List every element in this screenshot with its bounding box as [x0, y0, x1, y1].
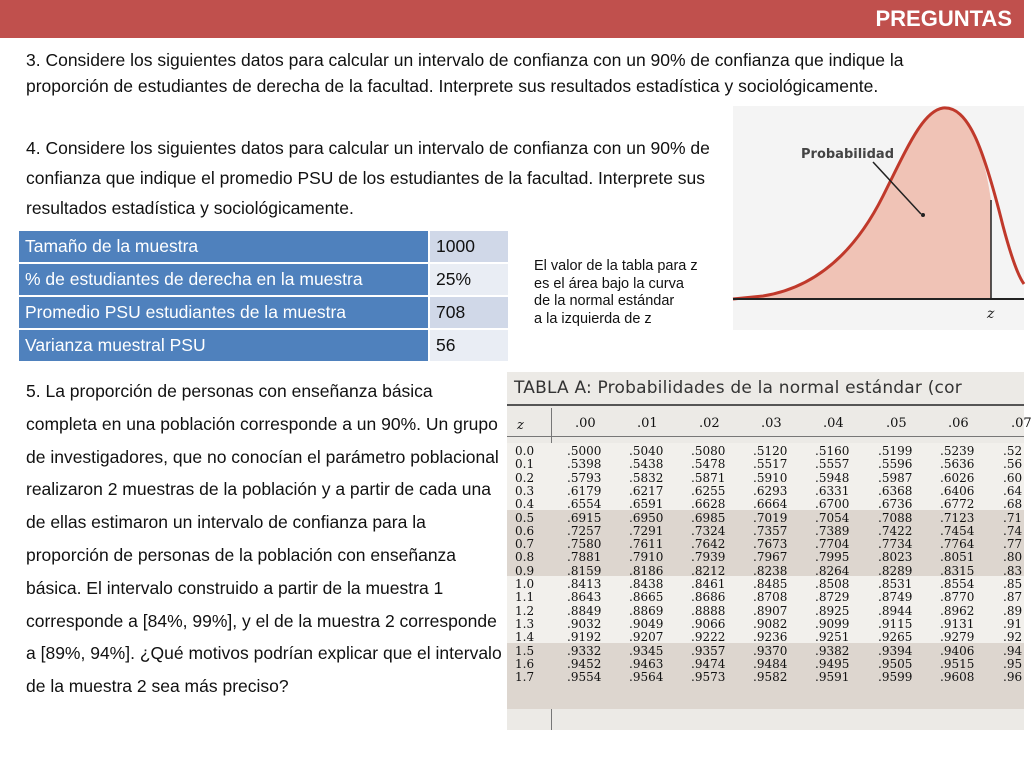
probability-cell: .5239	[940, 444, 975, 458]
probability-cell: .9515	[940, 656, 975, 671]
probability-cell: .8238	[753, 563, 788, 578]
probability-cell: .8907	[753, 603, 788, 618]
probability-cell: .5199	[878, 444, 913, 458]
probability-cell: .5478	[691, 457, 726, 472]
row-label: Promedio PSU estudiantes de la muestra	[18, 296, 429, 329]
column-header: .01	[637, 416, 658, 431]
table-row	[507, 498, 1024, 511]
probability-cell: .5080	[691, 444, 726, 458]
probability-cell: .9207	[629, 630, 664, 645]
probability-cell: .52	[1003, 444, 1023, 458]
probability-cell: .7088	[878, 510, 913, 525]
z-value: 0.6	[515, 523, 535, 538]
title-bar	[0, 0, 1024, 38]
probability-cell: .6368	[878, 483, 913, 498]
probability-cell: .8315	[940, 563, 975, 578]
caption-line: a la izquierda de z	[534, 310, 652, 327]
probability-cell: .8729	[815, 590, 850, 605]
probability-cell: .7389	[815, 523, 850, 538]
probability-cell: .7454	[940, 523, 975, 538]
probability-cell: .7734	[878, 537, 913, 552]
z-value: 1.7	[515, 670, 535, 685]
probability-label: Probabilidad	[801, 147, 895, 162]
probability-cell: .8051	[940, 550, 975, 565]
column-header: .06	[948, 416, 969, 431]
probability-cell: .8554	[940, 577, 975, 591]
z-value: 1.4	[515, 630, 535, 645]
probability-cell: .71	[1003, 510, 1023, 525]
probability-cell: .6217	[629, 483, 664, 498]
probability-cell: .6026	[940, 470, 975, 485]
probability-cell: .8461	[691, 577, 726, 591]
probability-cell: .8962	[940, 603, 975, 618]
probability-cell: .7910	[629, 550, 664, 565]
probability-cell: .8849	[567, 603, 602, 618]
probability-cell: .9394	[878, 643, 913, 658]
probability-cell: .8485	[753, 577, 788, 591]
question-4-text: 4. Considere los siguientes datos para calcular un intervalo de confianza con un 90% de confianza que indique el promedio PSU de los estudiantes de la facultad. Interprete sus resultados estadística y sociológicamente.	[26, 138, 710, 218]
divider	[507, 404, 1024, 406]
table-row	[18, 263, 509, 296]
probability-cell: .8944	[878, 603, 913, 618]
table-row	[507, 658, 1024, 671]
z-axis-label: z	[987, 306, 995, 322]
curve-caption	[534, 258, 734, 328]
probability-cell: .95	[1003, 656, 1023, 671]
normal-table-a	[507, 372, 1032, 730]
probability-cell: .9066	[691, 616, 726, 631]
table-row	[18, 296, 509, 329]
probability-cell: .56	[1003, 457, 1023, 472]
probability-cell: .6950	[629, 510, 664, 525]
table-row	[507, 645, 1024, 658]
probability-cell: .7611	[629, 537, 664, 552]
table-row	[507, 578, 1024, 591]
table-row	[507, 512, 1024, 525]
probability-cell: .9265	[878, 630, 913, 645]
probability-cell: .6915	[567, 510, 602, 525]
probability-cell: .5438	[629, 457, 664, 472]
probability-cell: .5910	[753, 470, 788, 485]
z-value: 0.8	[515, 550, 535, 565]
probability-cell: .7257	[567, 523, 602, 538]
probability-cell: .8888	[691, 603, 726, 618]
probability-cell: .7580	[567, 537, 602, 552]
probability-cell: .8289	[878, 563, 913, 578]
probability-cell: .9099	[815, 616, 850, 631]
probability-cell: .8413	[567, 577, 602, 591]
probability-cell: .6179	[567, 483, 602, 498]
probability-cell: .7019	[753, 510, 788, 525]
row-label: Varianza muestral PSU	[18, 329, 429, 362]
table-row	[507, 631, 1024, 644]
caption-line: El valor de la tabla para z	[534, 258, 698, 274]
probability-cell: .7939	[691, 550, 726, 565]
z-value: 1.3	[515, 616, 535, 631]
probability-cell: .8438	[629, 577, 664, 591]
probability-cell: .9279	[940, 630, 975, 645]
probability-cell: .80	[1003, 550, 1023, 565]
caption-line: de la normal estándar	[534, 293, 675, 309]
probability-cell: .9082	[753, 616, 788, 631]
table-row	[507, 485, 1024, 498]
row-value: 708	[429, 296, 509, 329]
z-value: 1.1	[515, 590, 535, 605]
probability-cell: .9505	[878, 656, 913, 671]
probability-cell: .8508	[815, 577, 850, 591]
probability-cell: .9452	[567, 656, 602, 671]
z-value: 0.2	[515, 470, 535, 485]
probability-cell: .8212	[691, 563, 726, 578]
probability-cell: .91	[1003, 616, 1023, 631]
z-value: 0.3	[515, 483, 535, 498]
table-row	[507, 472, 1024, 485]
probability-cell: .85	[1003, 577, 1023, 591]
probability-cell: .6554	[567, 497, 602, 512]
probability-cell: .7881	[567, 550, 602, 565]
column-header: .05	[886, 416, 907, 431]
probability-cell: .9382	[815, 643, 850, 658]
column-header: .07	[1011, 416, 1032, 431]
probability-cell: .6664	[753, 497, 788, 512]
probability-cell: .9582	[753, 670, 788, 685]
probability-cell: .9474	[691, 656, 726, 671]
probability-cell: .7764	[940, 537, 975, 552]
probability-cell: .5160	[815, 444, 850, 458]
z-value: 0.4	[515, 497, 535, 512]
probability-cell: .5987	[878, 470, 913, 485]
table-row	[18, 329, 509, 362]
probability-cell: .5636	[940, 457, 975, 472]
caption-line: es el área bajo la curva	[534, 275, 684, 292]
table-row	[507, 551, 1024, 564]
probability-cell: .60	[1003, 470, 1023, 485]
probability-cell: .5793	[567, 470, 602, 485]
page-title: PREGUNTAS	[875, 6, 1012, 31]
probability-cell: .9608	[940, 670, 975, 685]
question-5-text: 5. La proporción de personas con enseñanza básica completa en una población corresponde a un 90%. Un grupo de investigadores, que no conocían el parámetro poblacional realizaron 2 muestras de la población y a partir de cada una de ellas estimaron un intervalo de confianza para la proporción de personas de la población con enseñanza básica. El intervalo construido a partir de la muestra 1 corresponde a [84%, 99%], y el de la muestra 2 corresponde a [89%, 94%]. ¿Qué motivos podrían explicar que el intervalo de la muestra 2 sea más preciso?	[26, 381, 502, 697]
probability-cell: .89	[1003, 603, 1023, 618]
probability-cell: .6985	[691, 510, 726, 525]
z-value: 1.0	[515, 577, 535, 591]
divider	[507, 436, 1024, 437]
table-row	[507, 618, 1024, 631]
probability-cell: .9222	[691, 630, 726, 645]
row-value: 56	[429, 329, 509, 362]
table-row	[507, 525, 1024, 538]
z-value: 1.2	[515, 603, 535, 618]
column-header: .03	[761, 416, 782, 431]
probability-cell: .9495	[815, 656, 850, 671]
probability-cell: .9236	[753, 630, 788, 645]
probability-cell: .8023	[878, 550, 913, 565]
probability-cell: .7967	[753, 550, 788, 565]
probability-cell: .8264	[815, 563, 850, 578]
probability-cell: .8925	[815, 603, 850, 618]
probability-cell: .7291	[629, 523, 664, 538]
table-row	[507, 445, 1024, 458]
sample-data-table	[17, 229, 510, 363]
probability-cell: .83	[1003, 563, 1023, 578]
probability-cell: .9049	[629, 616, 664, 631]
z-value: 0.9	[515, 563, 535, 578]
probability-cell: .5832	[629, 470, 664, 485]
probability-cell: .8665	[629, 590, 664, 605]
probability-cell: .7054	[815, 510, 850, 525]
probability-cell: .7704	[815, 537, 850, 552]
probability-cell: .5517	[753, 457, 788, 472]
table-row	[18, 230, 509, 263]
table-a-title: TABLA A: Probabilidades de la normal estándar (cor	[514, 378, 962, 398]
probability-cell: .6700	[815, 497, 850, 512]
probability-cell: .9554	[567, 670, 602, 685]
shaded-area	[733, 108, 991, 299]
z-column-header: z	[517, 418, 524, 433]
table-row	[507, 458, 1024, 471]
z-value: 0.0	[515, 444, 535, 458]
probability-cell: .7123	[940, 510, 975, 525]
probability-cell: .7995	[815, 550, 850, 565]
probability-cell: .7673	[753, 537, 788, 552]
probability-cell: .9591	[815, 670, 850, 685]
probability-cell: .6591	[629, 497, 664, 512]
probability-cell: .9406	[940, 643, 975, 658]
z-value: 1.5	[515, 643, 535, 658]
question-3-text: 3. Considere los siguientes datos para calcular un intervalo de confianza con un 90% de confianza que indique la proporción de estudiantes de derecha de la facultad. Interprete sus resultados estadística y sociológicamente.	[26, 50, 904, 96]
probability-cell: .9332	[567, 643, 602, 658]
probability-cell: .6293	[753, 483, 788, 498]
probability-cell: .5948	[815, 470, 850, 485]
probability-cell: .9357	[691, 643, 726, 658]
probability-cell: .8708	[753, 590, 788, 605]
probability-cell: .94	[1003, 643, 1023, 658]
probability-cell: .9573	[691, 670, 726, 685]
probability-cell: .9251	[815, 630, 850, 645]
probability-cell: .96	[1003, 670, 1023, 685]
probability-cell: .6772	[940, 497, 975, 512]
probability-cell: .9463	[629, 656, 664, 671]
probability-cell: .7642	[691, 537, 726, 552]
column-header: .00	[575, 416, 596, 431]
probability-cell: .6255	[691, 483, 726, 498]
probability-cell: .9115	[878, 616, 913, 631]
probability-cell: .9345	[629, 643, 664, 658]
probability-cell: .5120	[753, 444, 788, 458]
probability-cell: .92	[1003, 630, 1023, 645]
table-row	[507, 565, 1024, 578]
probability-cell: .6736	[878, 497, 913, 512]
probability-cell: .5871	[691, 470, 726, 485]
table-row	[507, 591, 1024, 604]
table-row	[507, 538, 1024, 551]
probability-cell: .64	[1003, 483, 1023, 498]
probability-cell: .6406	[940, 483, 975, 498]
row-label: % de estudiantes de derecha en la muestra	[18, 263, 429, 296]
probability-cell: .5398	[567, 457, 602, 472]
row-value: 1000	[429, 230, 509, 263]
normal-curve-figure	[733, 106, 1024, 330]
row-label: Tamaño de la muestra	[18, 230, 429, 263]
probability-cell: .8643	[567, 590, 602, 605]
probability-cell: .87	[1003, 590, 1023, 605]
probability-cell: .7422	[878, 523, 913, 538]
probability-cell: .9192	[567, 630, 602, 645]
probability-cell: .5596	[878, 457, 913, 472]
probability-cell: .8869	[629, 603, 664, 618]
z-value: 1.6	[515, 656, 535, 671]
probability-cell: .5000	[567, 444, 602, 458]
probability-cell: .7357	[753, 523, 788, 538]
table-row	[507, 605, 1024, 618]
probability-cell: .9032	[567, 616, 602, 631]
probability-cell: .6331	[815, 483, 850, 498]
probability-cell: .9599	[878, 670, 913, 685]
table-row	[507, 671, 1024, 684]
probability-cell: .8749	[878, 590, 913, 605]
probability-cell: .74	[1003, 523, 1023, 538]
column-header: .04	[823, 416, 844, 431]
probability-cell: .68	[1003, 497, 1023, 512]
pointer-dot	[921, 213, 925, 217]
row-value: 25%	[429, 263, 509, 296]
probability-cell: .9564	[629, 670, 664, 685]
probability-cell: .8186	[629, 563, 664, 578]
probability-cell: .77	[1003, 537, 1023, 552]
probability-cell: .9370	[753, 643, 788, 658]
z-value: 0.7	[515, 537, 535, 552]
probability-cell: .9484	[753, 656, 788, 671]
probability-cell: .8686	[691, 590, 726, 605]
probability-cell: .8531	[878, 577, 913, 591]
z-value: 0.1	[515, 457, 535, 472]
probability-cell: .8770	[940, 590, 975, 605]
column-header: .02	[699, 416, 720, 431]
normal-curve-graphic	[733, 106, 1024, 330]
probability-cell: .5557	[815, 457, 850, 472]
probability-cell: .7324	[691, 523, 726, 538]
z-value: 0.5	[515, 510, 535, 525]
probability-cell: .6628	[691, 497, 726, 512]
probability-cell: .5040	[629, 444, 664, 458]
probability-cell: .8159	[567, 563, 602, 578]
probability-cell: .9131	[940, 616, 975, 631]
